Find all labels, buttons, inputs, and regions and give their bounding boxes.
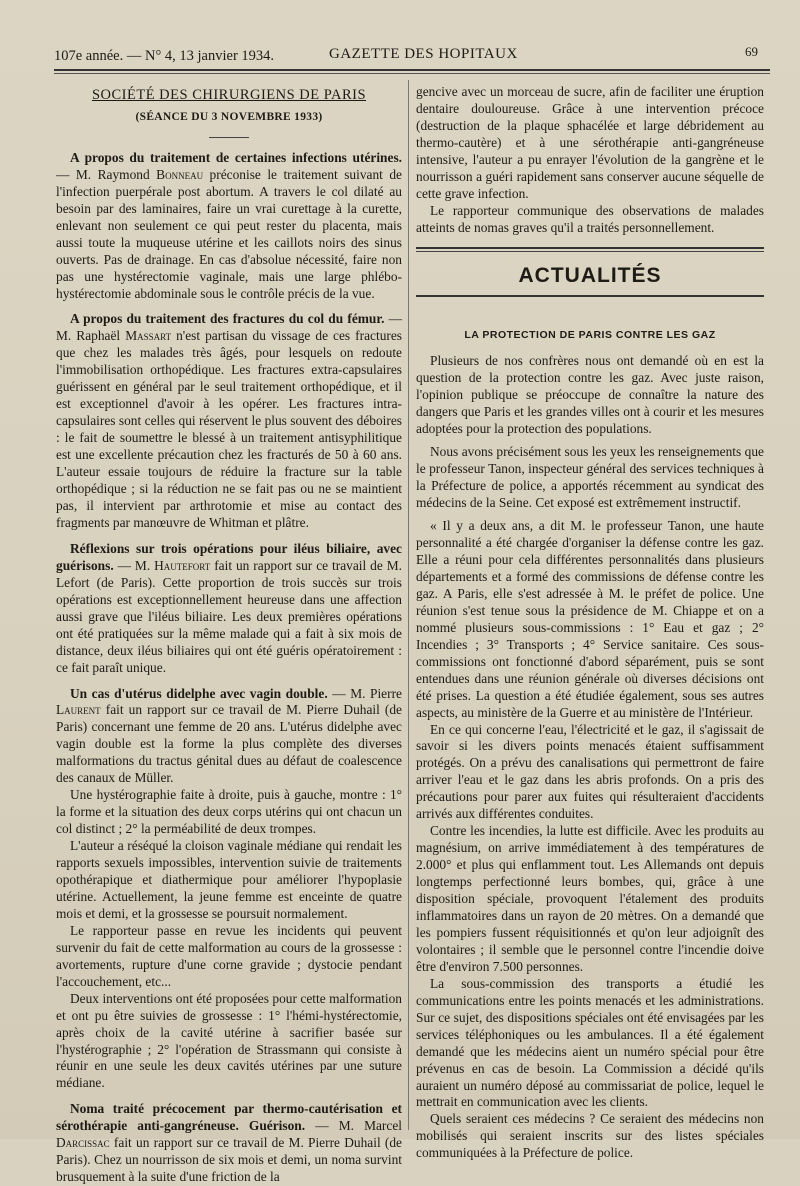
article-title: LA PROTECTION DE PARIS CONTRE LES GAZ	[464, 328, 716, 341]
right-column	[416, 84, 764, 1162]
issue-line: 107e année. — N° 4, 13 janvier 1934.	[54, 48, 275, 64]
section-rule	[416, 247, 764, 252]
paragraph: L'auteur a réséqué la cloison vaginale médiane qui rendait les rapports sexuels impossibles, intervention suivie de traitements opothérapique et diathermique pour améliorer l'hypoplasie utérine. Actuellement, la jeune femme est enceinte de quatre mois et demi, et la grossesse se poursuit normalement.	[56, 838, 402, 921]
paragraph-continued: gencive avec un morceau de sucre, afin de faciliter une éruption dentaire douloureuse. Grâce à une intervention précoce (destruction de la plaque sphacélée et large débridement au thermo-cautère) et à une sérothérapie anti-gangréneuse intensive, l'auteur a pu enrayer l'évolution de la gangrène et le nourrisson a guéri rapidement sans conserver aucune séquelle de cette grave infection.	[416, 84, 764, 201]
section-title: Un cas d'utérus didelphe avec vagin double.	[70, 685, 328, 701]
section-title: Réflexions sur trois opérations pour iléus biliaire, avec guérisons.	[56, 540, 402, 573]
section-title: A propos du traitement des fractures du col du fémur.	[70, 311, 385, 327]
author-name: Massart	[125, 328, 172, 344]
section-title: Noma traité précocement par thermo-cautérisation et sérothérapie anti-gangréneuse. Guérison.	[56, 1101, 402, 1134]
section-uterine-infections: A propos du traitement de certaines infections utérines. — M. Raymond Bonneau préconise le traitement suivant de l'infection puerpérale post abortum. A travers le col dilaté au besoin par des laminaires, faire un vrai curettage à la curette, enlevant non seulement ce qui peut rester du placenta, mais aussi toute la muqueuse utérine et les caillots noirs des sinus ouverts. Pas de drainage. En cas d'absolue nécessité, faire non pas une hystérectomie vaginale, mais une large phlébo-hystérectomie abdominale sous le contrôle précis de la vue.	[56, 149, 403, 301]
author-name: Hautefort	[154, 557, 211, 573]
heading-rule	[416, 295, 764, 297]
paragraph: Une hystérographie faite à droite, puis à gauche, montre : 1° la forme et la situation des deux corps utérins qui ont chacun un col distinct ; 2° la perméabilité de deux trompes.	[56, 787, 402, 837]
section-biliary-ileus: Réflexions sur trois opérations pour iléus biliaire, avec guérisons. — M. Hautefort fait un rapport sur ce travail de M. Lefort (de Paris). Cette proportion de trois succès sur trois opérations est exceptionnellement heureuse dans une affection aussi grave que l'iléus biliaire. Les deux premières opérations ont été pratiquées sur la même malade qui a fait à six mois de distance, deux iléus biliaires qui ont été guéris opératoirement : ce fait paraît unique.	[56, 540, 402, 675]
actualites-heading: ACTUALITÉS	[518, 263, 662, 287]
journal-name: GAZETTE DES HOPITAUX	[329, 46, 518, 62]
paragraph: Plusieurs de nos confrères nous ont demandé où en est la question de la protection contre les gaz. Avec juste raison, l'opinion publique se préoccupe de connaître la nature des dangers que Paris et les grandes villes ont à courir et les mesures adoptées pour la protection des populations.	[416, 353, 764, 437]
paragraph: « Il y a deux ans, a dit M. le professeur Tanon, une haute personnalité a été chargée d'organiser la défense contre les gaz. Elle a réuni pour cela différentes personnalités dans plusieurs départements et a formé des commissions de défense contre les gaz. A Paris, elle s'est adressée à M. le préfet de police. Une réunion s'est tenue sous la présidence de M. Chiappe et on a nommé plusieurs sous-commissions : 1° Eau et gaz ; 2° Incendies ; 3° Transports ; 4° Service sanitaire. Ces sous-commissions ont fonctionné d'abord séparément, puis se sont entendues dans une réunion générale où diverses décisions ont été prises. La question a été étudiée également, sous ses autres aspects, au ministère de la Guerre et au ministère de l'Intérieur.	[416, 518, 764, 720]
title-rule	[209, 137, 249, 138]
society-title: SOCIÉTÉ DES CHIRURGIENS DE PARIS	[91, 87, 367, 103]
paragraph: Contre les incendies, la lutte est difficile. Avec les produits au magnésium, on arrive immédiatement à des températures de 2.000° et plus qui enflamment tout. Les Allemands ont depuis longtemps perfectionné leurs bombes, qui, grâce à une disposition spéciale, provoquent l'étalement des produits inflammatoires dans un rayon de 20 mètres. On a demandé que les pompiers fussent réquisitionnés et qu'on leur adjoignît des volontaires ; il semble que le personnel contre l'incendie doive être d'environ 7.500 personnes.	[416, 823, 764, 974]
author-name: Darcissac	[56, 1135, 110, 1151]
section-noma: Noma traité précocement par thermo-cautérisation et sérothérapie anti-gangréneuse. Guérison. — M. Marcel Darcissac fait un rapport sur ce travail de M. Pierre Duhail (de Paris). Chez un nourrisson de six mois et demi, un noma survint brusquement à la suite d'une friction de la	[56, 1101, 402, 1185]
header-rule-thin	[54, 73, 770, 74]
paragraph: Le rapporteur passe en revue les incidents qui peuvent survenir du fait de cette malformation au cours de la grossesse : avortements, rupture d'une corne gravide ; dystocie pendant l'accouchement, etc...	[56, 922, 402, 989]
paragraph: La sous-commission des transports a étudié les communications entre les points menacés et les administrations. Sur ce sujet, des dispositions spéciales ont été envisagées par les services téléphoniques ou les ambulances. Il a été également demandé que les médecins aient un numéro spécial pour être prévenus en cas de besoin. La Commission a décidé qu'ils auraient un numéro déposé au commissariat de police, lequel le mettrait en communication avec les clients.	[416, 975, 764, 1110]
paragraph: Le rapporteur communique des observations de malades atteints de nomas graves qu'il a traités personnellement.	[416, 202, 764, 235]
paragraph: Nous avons précisément sous les yeux les renseignements que le professeur Tanon, inspecteur général des services techniques à la Préfecture de police, a apportés récemment au syndicat des médecins de la Seine. Cet exposé est extrêmement instructif.	[416, 444, 764, 511]
section-femur-fractures: A propos du traitement des fractures du col du fémur. — M. Raphaël Massart n'est partisan du vissage de ces fractures que chez les malades très âgés, pour lesquels on redoute l'immobilisation orthopédique. Les fractures extra-capsulaires guérissent en général par le seul traitement orthopédique, et il est exceptionnel d'avoir à les opérer. Les fractures intra-capsulaires sont celles qui réservent le plus souvent des déboires : le fait de soumettre le blessé à un traitement antisyphilitique est une excellente précaution chez les fracturés de 50 à 60 ans. L'auteur essaie toujours de réduire la fracture sur la table orthopédique ; si la réduction ne se fait pas ou ne se maintient pas, il intervient par arthrotomie et mise au contact des fragments par manœuvre de Whitman et plâtre.	[56, 311, 403, 530]
author-name: Laurent	[56, 702, 101, 718]
left-column	[56, 84, 402, 1186]
session-date: (SÉANCE DU 3 NOVEMBRE 1933)	[135, 110, 323, 123]
paragraph: Quels seraient ces médecins ? Ce seraient des médecins non mobilisés qui seraient inscrits sur des listes spéciales communiquées à la Préfecture de police.	[416, 1111, 764, 1161]
page-number: 69	[745, 44, 758, 59]
column-divider	[408, 80, 409, 1130]
paragraph: Deux interventions ont été proposées pour cette malformation et ont pu être suivies de grossesse : 1° l'hémi-hystérectomie, après choix de la cavité utérine à sacrifier basée sur l'hystérographie ; 2° l'opération de Strassmann qui consiste à réunir en une seule les deux cavités utérines par une suture médiane.	[56, 990, 402, 1091]
author-name: Bonneau	[156, 166, 204, 182]
section-didelphic-uterus: Un cas d'utérus didelphe avec vagin double. — M. Pierre Laurent fait un rapport sur ce travail de M. Pierre Duhail (de Paris) concernant une femme de 20 ans. L'utérus didelphe avec vagin double est la forme la plus complète des diverses malformations du tractus génital dues au défaut de coalescence des canaux de Müller.	[56, 685, 402, 786]
section-title: A propos du traitement de certaines infections utérines.	[70, 149, 402, 165]
page-header	[54, 44, 766, 68]
paragraph: En ce qui concerne l'eau, l'électricité et le gaz, il s'agissait de savoir si les divers points menacés étaient suffisamment protégés. On a prévu des canalisations qui permettront de faire arriver l'eau et le gaz dans les abris profonds. On a pris des précautions pour parer aux fuites qui résulteraient d'accidents arrivés aux différentes conduites.	[416, 721, 764, 822]
header-rule	[54, 69, 770, 71]
